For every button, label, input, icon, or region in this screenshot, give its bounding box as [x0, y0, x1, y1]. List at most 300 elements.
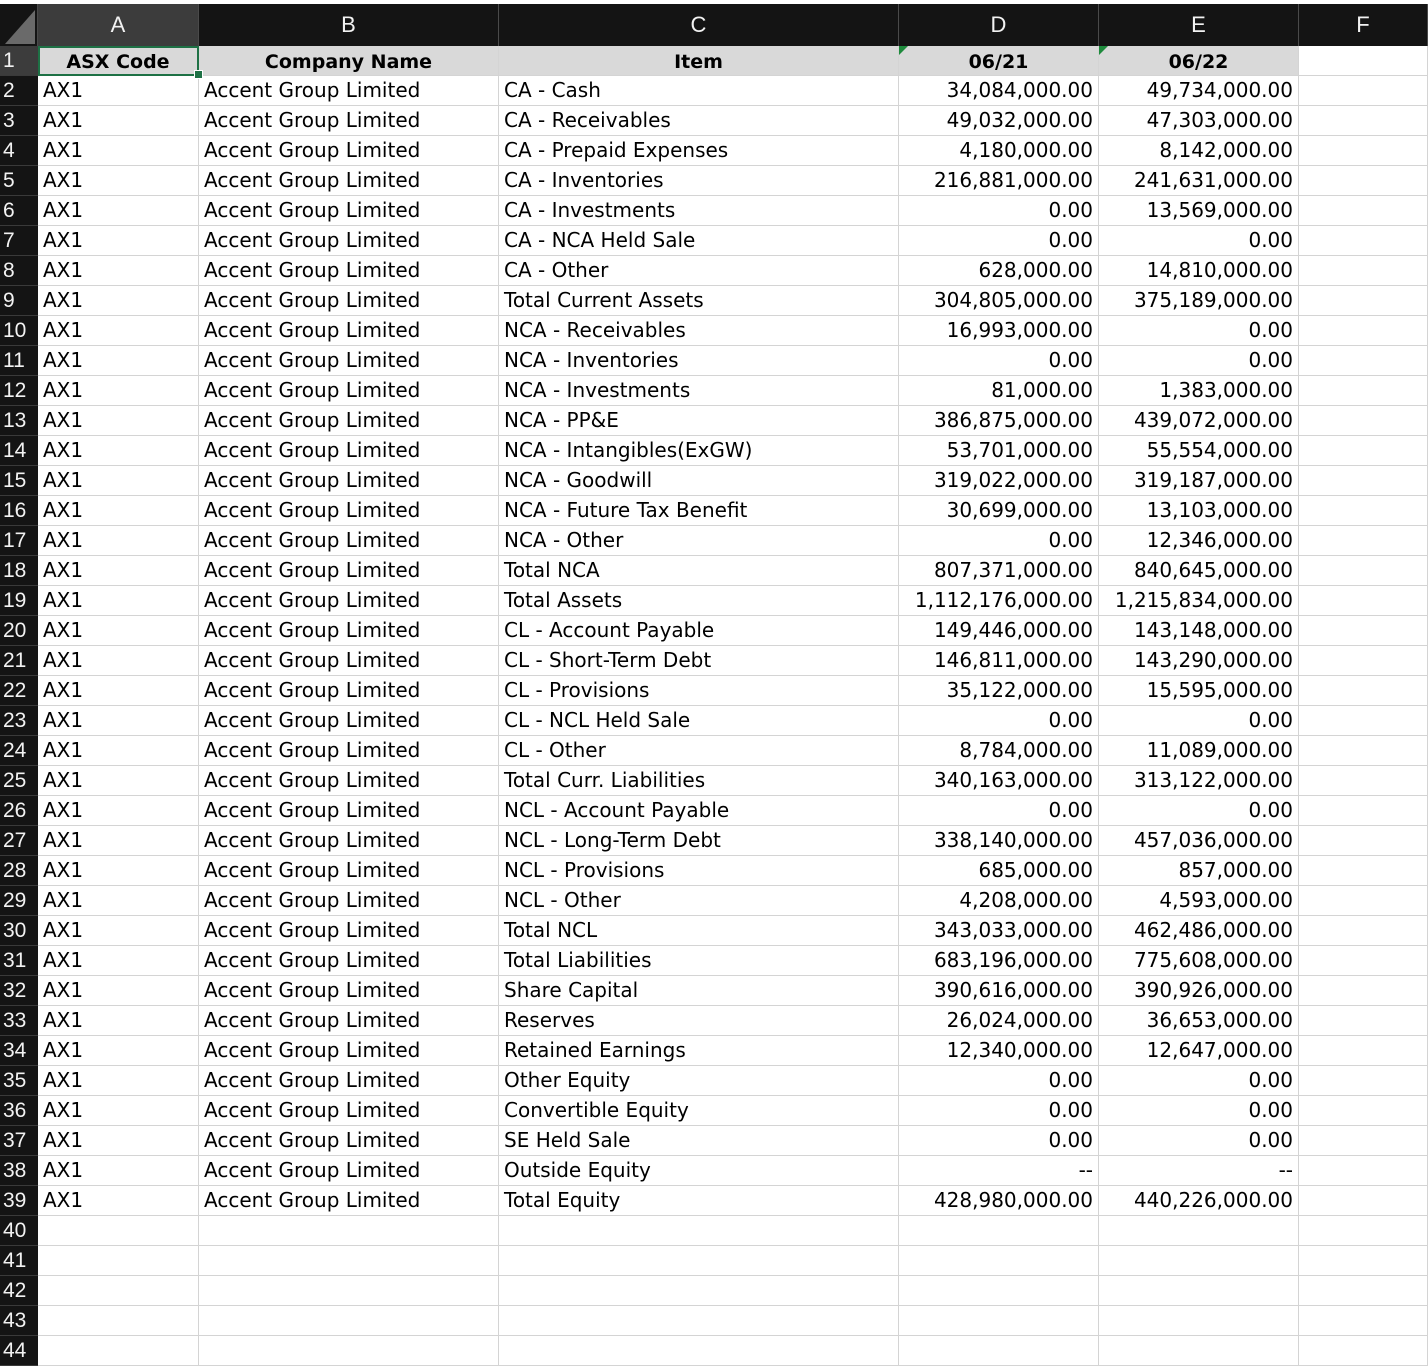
cell-item[interactable]: CL - Short-Term Debt [499, 646, 899, 676]
cell-value-0622[interactable]: 241,631,000.00 [1099, 166, 1299, 196]
cell-value-0621[interactable]: 216,881,000.00 [899, 166, 1099, 196]
row-header[interactable]: 16 [0, 496, 38, 526]
row-header[interactable]: 24 [0, 736, 38, 766]
cell-asx-code[interactable]: AX1 [38, 796, 199, 826]
cell-company-name[interactable]: Accent Group Limited [199, 736, 499, 766]
cell-company-name[interactable]: Accent Group Limited [199, 166, 499, 196]
row-header[interactable]: 17 [0, 526, 38, 556]
cell-asx-code[interactable]: AX1 [38, 856, 199, 886]
cell-company-name[interactable]: Accent Group Limited [199, 946, 499, 976]
cell-value-0621[interactable]: 81,000.00 [899, 376, 1099, 406]
cell-company-name[interactable]: Accent Group Limited [199, 1156, 499, 1186]
cell-company-name[interactable]: Accent Group Limited [199, 916, 499, 946]
cell-item[interactable]: CA - Prepaid Expenses [499, 136, 899, 166]
empty-cell[interactable] [38, 1276, 199, 1306]
row-header[interactable]: 4 [0, 136, 38, 166]
cell-value-0621[interactable]: 343,033,000.00 [899, 916, 1099, 946]
cell-value-0621[interactable]: 338,140,000.00 [899, 826, 1099, 856]
row-header[interactable]: 13 [0, 406, 38, 436]
cell-company-name[interactable]: Accent Group Limited [199, 376, 499, 406]
cell-value-0621[interactable]: 30,699,000.00 [899, 496, 1099, 526]
cell-company-name[interactable]: Accent Group Limited [199, 1006, 499, 1036]
row-header[interactable]: 42 [0, 1276, 38, 1306]
cell-item[interactable]: Total Liabilities [499, 946, 899, 976]
row-header[interactable]: 14 [0, 436, 38, 466]
cell-value-0621[interactable]: 390,616,000.00 [899, 976, 1099, 1006]
column-header-b[interactable]: B [199, 4, 499, 46]
empty-cell[interactable] [1299, 1216, 1428, 1246]
cell-value-0622[interactable]: 4,593,000.00 [1099, 886, 1299, 916]
cell-asx-code[interactable]: AX1 [38, 256, 199, 286]
cell-value-0622[interactable]: 375,189,000.00 [1099, 286, 1299, 316]
cell-value-0621[interactable]: 53,701,000.00 [899, 436, 1099, 466]
cell-item[interactable]: CA - Cash [499, 76, 899, 106]
empty-cell[interactable] [1299, 1336, 1428, 1366]
row-header[interactable]: 35 [0, 1066, 38, 1096]
cell-asx-code[interactable]: AX1 [38, 1186, 199, 1216]
cell-asx-code[interactable]: AX1 [38, 286, 199, 316]
column-header-e[interactable]: E [1099, 4, 1299, 46]
cell-company-name[interactable]: Accent Group Limited [199, 286, 499, 316]
cell-value-0621[interactable]: 0.00 [899, 706, 1099, 736]
empty-cell[interactable] [1299, 496, 1428, 526]
empty-cell[interactable] [1299, 286, 1428, 316]
row-header[interactable]: 36 [0, 1096, 38, 1126]
cell-value-0622[interactable]: 0.00 [1099, 346, 1299, 376]
cell-asx-code[interactable]: AX1 [38, 1036, 199, 1066]
cell-value-0622[interactable]: 857,000.00 [1099, 856, 1299, 886]
cell-value-0621[interactable]: 1,112,176,000.00 [899, 586, 1099, 616]
empty-cell[interactable] [199, 1336, 499, 1366]
cell-value-0622[interactable]: 1,215,834,000.00 [1099, 586, 1299, 616]
empty-cell[interactable] [1299, 316, 1428, 346]
cell-company-name[interactable]: Accent Group Limited [199, 526, 499, 556]
cell-company-name[interactable]: Accent Group Limited [199, 496, 499, 526]
cell-asx-code[interactable]: AX1 [38, 586, 199, 616]
cell-asx-code[interactable]: AX1 [38, 946, 199, 976]
empty-cell[interactable] [899, 1336, 1099, 1366]
empty-cell[interactable] [499, 1246, 899, 1276]
cell-value-0621[interactable]: 628,000.00 [899, 256, 1099, 286]
empty-cell[interactable] [899, 1216, 1099, 1246]
cell-asx-code[interactable]: AX1 [38, 106, 199, 136]
empty-cell[interactable] [1299, 826, 1428, 856]
cell-value-0622[interactable]: 0.00 [1099, 706, 1299, 736]
cell-value-0621[interactable]: 49,032,000.00 [899, 106, 1099, 136]
empty-cell[interactable] [1299, 1006, 1428, 1036]
cell-value-0621[interactable]: 0.00 [899, 196, 1099, 226]
header-cell-0621[interactable]: 06/21 [899, 46, 1099, 76]
cell-company-name[interactable]: Accent Group Limited [199, 766, 499, 796]
cell-company-name[interactable]: Accent Group Limited [199, 316, 499, 346]
cell-value-0622[interactable]: 36,653,000.00 [1099, 1006, 1299, 1036]
empty-cell[interactable] [499, 1276, 899, 1306]
cell-item[interactable]: Share Capital [499, 976, 899, 1006]
cell-asx-code[interactable]: AX1 [38, 136, 199, 166]
cell-value-0622[interactable]: 143,148,000.00 [1099, 616, 1299, 646]
cell-value-0622[interactable]: 319,187,000.00 [1099, 466, 1299, 496]
empty-cell[interactable] [1299, 796, 1428, 826]
cell-item[interactable]: SE Held Sale [499, 1126, 899, 1156]
row-header[interactable]: 26 [0, 796, 38, 826]
row-header[interactable]: 12 [0, 376, 38, 406]
cell-company-name[interactable]: Accent Group Limited [199, 196, 499, 226]
cell-asx-code[interactable]: AX1 [38, 316, 199, 346]
empty-cell[interactable] [1299, 916, 1428, 946]
cell-value-0622[interactable]: 457,036,000.00 [1099, 826, 1299, 856]
column-header-c[interactable]: C [499, 4, 899, 46]
cell-item[interactable]: Total Equity [499, 1186, 899, 1216]
cell-value-0621[interactable]: 683,196,000.00 [899, 946, 1099, 976]
cell-item[interactable]: CA - Inventories [499, 166, 899, 196]
cell-company-name[interactable]: Accent Group Limited [199, 466, 499, 496]
cell-item[interactable]: CA - Investments [499, 196, 899, 226]
cell-value-0622[interactable]: 0.00 [1099, 316, 1299, 346]
row-header[interactable]: 22 [0, 676, 38, 706]
cell-value-0622[interactable]: 439,072,000.00 [1099, 406, 1299, 436]
cell-asx-code[interactable]: AX1 [38, 376, 199, 406]
cell-value-0622[interactable]: 0.00 [1099, 226, 1299, 256]
cell-value-0621[interactable]: 16,993,000.00 [899, 316, 1099, 346]
cell-value-0622[interactable]: 47,303,000.00 [1099, 106, 1299, 136]
cell-item[interactable]: NCL - Long-Term Debt [499, 826, 899, 856]
empty-cell[interactable] [1299, 1126, 1428, 1156]
cell-value-0622[interactable]: -- [1099, 1156, 1299, 1186]
cell-item[interactable]: CA - Other [499, 256, 899, 286]
row-header[interactable]: 19 [0, 586, 38, 616]
cell-asx-code[interactable]: AX1 [38, 406, 199, 436]
cell-asx-code[interactable]: AX1 [38, 766, 199, 796]
cell-asx-code[interactable]: AX1 [38, 976, 199, 1006]
cell-asx-code[interactable]: AX1 [38, 736, 199, 766]
empty-cell[interactable] [1299, 346, 1428, 376]
row-header[interactable]: 20 [0, 616, 38, 646]
empty-cell[interactable] [1299, 676, 1428, 706]
empty-cell[interactable] [1099, 1306, 1299, 1336]
cell-item[interactable]: Total NCL [499, 916, 899, 946]
cell-value-0622[interactable]: 0.00 [1099, 1096, 1299, 1126]
cell-company-name[interactable]: Accent Group Limited [199, 586, 499, 616]
cell-value-0622[interactable]: 1,383,000.00 [1099, 376, 1299, 406]
cell-asx-code[interactable]: AX1 [38, 826, 199, 856]
row-header[interactable]: 7 [0, 226, 38, 256]
cell-value-0622[interactable]: 0.00 [1099, 1066, 1299, 1096]
cell-asx-code[interactable]: AX1 [38, 1156, 199, 1186]
cell-company-name[interactable]: Accent Group Limited [199, 1066, 499, 1096]
empty-cell[interactable] [1299, 46, 1428, 76]
cell-value-0622[interactable]: 440,226,000.00 [1099, 1186, 1299, 1216]
cell-company-name[interactable]: Accent Group Limited [199, 976, 499, 1006]
select-all-corner[interactable] [0, 4, 38, 46]
empty-cell[interactable] [199, 1276, 499, 1306]
empty-cell[interactable] [1299, 616, 1428, 646]
cell-company-name[interactable]: Accent Group Limited [199, 436, 499, 466]
empty-cell[interactable] [38, 1216, 199, 1246]
cell-item[interactable]: NCL - Provisions [499, 856, 899, 886]
empty-cell[interactable] [1299, 556, 1428, 586]
cell-company-name[interactable]: Accent Group Limited [199, 886, 499, 916]
header-cell-asx-code[interactable]: ASX Code [38, 46, 199, 76]
cell-value-0622[interactable]: 12,346,000.00 [1099, 526, 1299, 556]
cell-company-name[interactable]: Accent Group Limited [199, 226, 499, 256]
cell-item[interactable]: CL - Provisions [499, 676, 899, 706]
row-header[interactable]: 37 [0, 1126, 38, 1156]
header-cell-0622[interactable]: 06/22 [1099, 46, 1299, 76]
cell-value-0621[interactable]: 8,784,000.00 [899, 736, 1099, 766]
empty-cell[interactable] [1099, 1276, 1299, 1306]
empty-cell[interactable] [1299, 1306, 1428, 1336]
empty-cell[interactable] [1299, 376, 1428, 406]
row-header[interactable]: 43 [0, 1306, 38, 1336]
row-header[interactable]: 41 [0, 1246, 38, 1276]
cell-value-0621[interactable]: 0.00 [899, 526, 1099, 556]
row-header[interactable]: 32 [0, 976, 38, 1006]
cell-item[interactable]: Total Current Assets [499, 286, 899, 316]
cell-value-0621[interactable]: 0.00 [899, 796, 1099, 826]
header-cell-item[interactable]: Item [499, 46, 899, 76]
empty-cell[interactable] [1299, 1066, 1428, 1096]
cell-company-name[interactable]: Accent Group Limited [199, 106, 499, 136]
empty-cell[interactable] [1299, 1036, 1428, 1066]
column-header-a[interactable]: A [38, 4, 199, 46]
empty-cell[interactable] [499, 1306, 899, 1336]
cell-asx-code[interactable]: AX1 [38, 646, 199, 676]
cell-item[interactable]: NCA - Intangibles(ExGW) [499, 436, 899, 466]
cell-asx-code[interactable]: AX1 [38, 436, 199, 466]
empty-cell[interactable] [499, 1336, 899, 1366]
empty-cell[interactable] [1299, 1276, 1428, 1306]
cell-value-0622[interactable]: 55,554,000.00 [1099, 436, 1299, 466]
row-header[interactable]: 3 [0, 106, 38, 136]
empty-cell[interactable] [1299, 256, 1428, 286]
empty-cell[interactable] [1299, 1246, 1428, 1276]
cell-asx-code[interactable]: AX1 [38, 886, 199, 916]
empty-cell[interactable] [899, 1276, 1099, 1306]
column-header-f[interactable]: F [1299, 4, 1428, 46]
cell-company-name[interactable]: Accent Group Limited [199, 556, 499, 586]
cell-value-0621[interactable]: -- [899, 1156, 1099, 1186]
row-header[interactable]: 34 [0, 1036, 38, 1066]
cell-company-name[interactable]: Accent Group Limited [199, 616, 499, 646]
cell-value-0621[interactable]: 12,340,000.00 [899, 1036, 1099, 1066]
cell-value-0621[interactable]: 0.00 [899, 1096, 1099, 1126]
empty-cell[interactable] [1299, 136, 1428, 166]
empty-cell[interactable] [1299, 886, 1428, 916]
cell-value-0622[interactable]: 0.00 [1099, 1126, 1299, 1156]
row-header[interactable]: 10 [0, 316, 38, 346]
cell-item[interactable]: Total NCA [499, 556, 899, 586]
cell-value-0621[interactable]: 34,084,000.00 [899, 76, 1099, 106]
empty-cell[interactable] [1299, 856, 1428, 886]
empty-cell[interactable] [1299, 736, 1428, 766]
empty-cell[interactable] [1299, 766, 1428, 796]
cell-company-name[interactable]: Accent Group Limited [199, 136, 499, 166]
cell-item[interactable]: NCL - Other [499, 886, 899, 916]
row-header[interactable]: 40 [0, 1216, 38, 1246]
cell-item[interactable]: NCA - Other [499, 526, 899, 556]
empty-cell[interactable] [199, 1246, 499, 1276]
cell-item[interactable]: Reserves [499, 1006, 899, 1036]
cell-item[interactable]: Total Curr. Liabilities [499, 766, 899, 796]
cell-asx-code[interactable]: AX1 [38, 1126, 199, 1156]
cell-item[interactable]: CL - Other [499, 736, 899, 766]
empty-cell[interactable] [1299, 406, 1428, 436]
cell-asx-code[interactable]: AX1 [38, 1096, 199, 1126]
cell-company-name[interactable]: Accent Group Limited [199, 646, 499, 676]
cell-value-0621[interactable]: 807,371,000.00 [899, 556, 1099, 586]
cell-value-0622[interactable]: 0.00 [1099, 796, 1299, 826]
row-header[interactable]: 1 [0, 46, 38, 76]
cell-value-0622[interactable]: 12,647,000.00 [1099, 1036, 1299, 1066]
empty-cell[interactable] [1299, 1096, 1428, 1126]
cell-asx-code[interactable]: AX1 [38, 466, 199, 496]
row-header[interactable]: 33 [0, 1006, 38, 1036]
row-header[interactable]: 8 [0, 256, 38, 286]
cell-asx-code[interactable]: AX1 [38, 616, 199, 646]
cell-value-0621[interactable]: 428,980,000.00 [899, 1186, 1099, 1216]
cell-company-name[interactable]: Accent Group Limited [199, 406, 499, 436]
empty-cell[interactable] [1299, 436, 1428, 466]
empty-cell[interactable] [1299, 976, 1428, 1006]
cell-value-0621[interactable]: 304,805,000.00 [899, 286, 1099, 316]
cell-asx-code[interactable]: AX1 [38, 526, 199, 556]
row-header[interactable]: 9 [0, 286, 38, 316]
cell-value-0622[interactable]: 14,810,000.00 [1099, 256, 1299, 286]
empty-cell[interactable] [199, 1306, 499, 1336]
cell-value-0622[interactable]: 390,926,000.00 [1099, 976, 1299, 1006]
cell-value-0621[interactable]: 26,024,000.00 [899, 1006, 1099, 1036]
cell-value-0621[interactable]: 685,000.00 [899, 856, 1099, 886]
cell-value-0622[interactable]: 49,734,000.00 [1099, 76, 1299, 106]
cell-item[interactable]: NCL - Account Payable [499, 796, 899, 826]
cell-company-name[interactable]: Accent Group Limited [199, 1186, 499, 1216]
empty-cell[interactable] [1299, 76, 1428, 106]
cell-value-0622[interactable]: 15,595,000.00 [1099, 676, 1299, 706]
cell-value-0622[interactable]: 840,645,000.00 [1099, 556, 1299, 586]
empty-cell[interactable] [38, 1306, 199, 1336]
cell-item[interactable]: NCA - Goodwill [499, 466, 899, 496]
cell-asx-code[interactable]: AX1 [38, 346, 199, 376]
row-header[interactable]: 29 [0, 886, 38, 916]
cell-company-name[interactable]: Accent Group Limited [199, 856, 499, 886]
row-header[interactable]: 44 [0, 1336, 38, 1366]
cell-value-0621[interactable]: 0.00 [899, 1126, 1099, 1156]
cell-asx-code[interactable]: AX1 [38, 706, 199, 736]
empty-cell[interactable] [1299, 466, 1428, 496]
cell-company-name[interactable]: Accent Group Limited [199, 1096, 499, 1126]
row-header[interactable]: 25 [0, 766, 38, 796]
cell-asx-code[interactable]: AX1 [38, 556, 199, 586]
cell-item[interactable]: NCA - PP&E [499, 406, 899, 436]
cell-company-name[interactable]: Accent Group Limited [199, 76, 499, 106]
empty-cell[interactable] [1299, 106, 1428, 136]
cell-company-name[interactable]: Accent Group Limited [199, 796, 499, 826]
empty-cell[interactable] [1299, 586, 1428, 616]
row-header[interactable]: 5 [0, 166, 38, 196]
cell-value-0621[interactable]: 149,446,000.00 [899, 616, 1099, 646]
empty-cell[interactable] [1299, 166, 1428, 196]
cell-company-name[interactable]: Accent Group Limited [199, 706, 499, 736]
cell-company-name[interactable]: Accent Group Limited [199, 1036, 499, 1066]
cell-value-0621[interactable]: 319,022,000.00 [899, 466, 1099, 496]
empty-cell[interactable] [1299, 226, 1428, 256]
cell-value-0621[interactable]: 0.00 [899, 226, 1099, 256]
row-header[interactable]: 11 [0, 346, 38, 376]
cell-value-0621[interactable]: 0.00 [899, 346, 1099, 376]
row-header[interactable]: 15 [0, 466, 38, 496]
cell-company-name[interactable]: Accent Group Limited [199, 256, 499, 286]
cell-asx-code[interactable]: AX1 [38, 496, 199, 526]
cell-asx-code[interactable]: AX1 [38, 1066, 199, 1096]
row-header[interactable]: 38 [0, 1156, 38, 1186]
cell-item[interactable]: CA - Receivables [499, 106, 899, 136]
empty-cell[interactable] [1099, 1216, 1299, 1246]
cell-item[interactable]: CL - NCL Held Sale [499, 706, 899, 736]
empty-cell[interactable] [899, 1246, 1099, 1276]
cell-value-0622[interactable]: 462,486,000.00 [1099, 916, 1299, 946]
cell-item[interactable]: CL - Account Payable [499, 616, 899, 646]
empty-cell[interactable] [499, 1216, 899, 1246]
cell-item[interactable]: Retained Earnings [499, 1036, 899, 1066]
cell-asx-code[interactable]: AX1 [38, 166, 199, 196]
cell-item[interactable]: Total Assets [499, 586, 899, 616]
empty-cell[interactable] [1299, 196, 1428, 226]
empty-cell[interactable] [1299, 646, 1428, 676]
cell-company-name[interactable]: Accent Group Limited [199, 676, 499, 706]
row-header[interactable]: 28 [0, 856, 38, 886]
cell-asx-code[interactable]: AX1 [38, 1006, 199, 1036]
empty-cell[interactable] [1099, 1336, 1299, 1366]
empty-cell[interactable] [1299, 1186, 1428, 1216]
cell-value-0621[interactable]: 340,163,000.00 [899, 766, 1099, 796]
cell-value-0622[interactable]: 11,089,000.00 [1099, 736, 1299, 766]
row-header[interactable]: 21 [0, 646, 38, 676]
cell-value-0622[interactable]: 13,569,000.00 [1099, 196, 1299, 226]
empty-cell[interactable] [38, 1246, 199, 1276]
empty-cell[interactable] [1299, 526, 1428, 556]
cell-asx-code[interactable]: AX1 [38, 196, 199, 226]
row-header[interactable]: 2 [0, 76, 38, 106]
cell-value-0622[interactable]: 143,290,000.00 [1099, 646, 1299, 676]
empty-cell[interactable] [1299, 1156, 1428, 1186]
cell-asx-code[interactable]: AX1 [38, 676, 199, 706]
cell-value-0622[interactable]: 313,122,000.00 [1099, 766, 1299, 796]
empty-cell[interactable] [1299, 706, 1428, 736]
cell-value-0621[interactable]: 0.00 [899, 1066, 1099, 1096]
cell-item[interactable]: Convertible Equity [499, 1096, 899, 1126]
row-header[interactable]: 39 [0, 1186, 38, 1216]
empty-cell[interactable] [899, 1306, 1099, 1336]
cell-value-0621[interactable]: 4,208,000.00 [899, 886, 1099, 916]
fill-handle[interactable] [194, 70, 203, 79]
cell-company-name[interactable]: Accent Group Limited [199, 346, 499, 376]
cell-value-0621[interactable]: 386,875,000.00 [899, 406, 1099, 436]
cell-item[interactable]: NCA - Inventories [499, 346, 899, 376]
row-header[interactable]: 6 [0, 196, 38, 226]
cell-value-0622[interactable]: 8,142,000.00 [1099, 136, 1299, 166]
cell-asx-code[interactable]: AX1 [38, 226, 199, 256]
cell-value-0621[interactable]: 4,180,000.00 [899, 136, 1099, 166]
row-header[interactable]: 31 [0, 946, 38, 976]
row-header[interactable]: 30 [0, 916, 38, 946]
cell-item[interactable]: Other Equity [499, 1066, 899, 1096]
cell-value-0621[interactable]: 35,122,000.00 [899, 676, 1099, 706]
cell-value-0622[interactable]: 775,608,000.00 [1099, 946, 1299, 976]
row-header[interactable]: 23 [0, 706, 38, 736]
cell-asx-code[interactable]: AX1 [38, 76, 199, 106]
cell-item[interactable]: NCA - Investments [499, 376, 899, 406]
header-cell-company-name[interactable]: Company Name [199, 46, 499, 76]
